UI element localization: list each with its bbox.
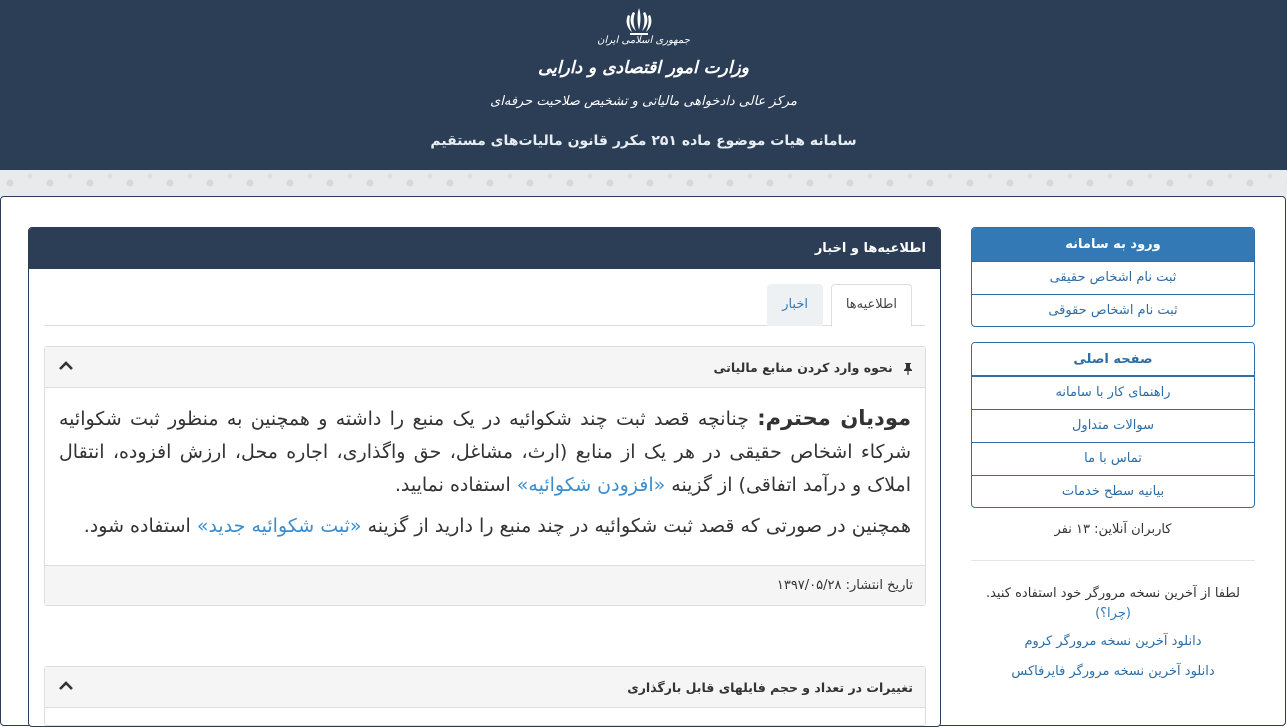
news-panel-title: اطلاعیه‌ها و اخبار — [29, 228, 940, 269]
decorative-pattern-strip — [0, 170, 1287, 197]
register-natural-person-link[interactable]: ثبت نام اشخاص حقیقی — [972, 261, 1254, 294]
guide-link[interactable]: راهنمای کار با سامانه — [972, 376, 1254, 409]
notice-text-1: چنانچه قصد ثبت چند شکوائیه در یک منبع را داشته و همچنین به منظور ثبت شکوائیه شرکاء اشخاص حقیقی در هر یک از منابع (ارث، مشاغل، حق واگذاری، اجاره محل، ارزش افزوده، انتقال املاک و درآمد اتفاقی) از گزینه — [59, 408, 911, 496]
republic-label: جمهوری اسلامی ایران — [597, 35, 690, 46]
pin-icon — [903, 363, 913, 375]
system-name: سامانه هیات موضوع ماده ۲۵۱ مکرر قانون مالیات‌های مستقیم — [430, 133, 857, 149]
browser-note — [971, 584, 1255, 624]
faq-link[interactable]: سوالات متداول — [972, 409, 1254, 442]
download-firefox-link[interactable]: دانلود آخرین نسخه مرورگر فایرفاکس — [1011, 664, 1215, 679]
iran-emblem-icon — [623, 6, 655, 36]
news-panel — [28, 227, 941, 727]
notice-card — [44, 346, 926, 606]
browser-note-text: لطفا از آخرین نسخه مرورگر خود استفاده کنید. — [985, 586, 1241, 601]
new-complaint-link[interactable]: «ثبت شکوائیه جدید» — [196, 515, 362, 537]
center-title: مرکز عالی دادخواهی مالیاتی و تشخیص صلاحیت حرفه‌ای — [490, 94, 797, 109]
contact-link[interactable]: تماس با ما — [972, 442, 1254, 475]
service-level-link[interactable]: بیانیه سطح خدمات — [972, 475, 1254, 508]
notice-header[interactable] — [45, 667, 925, 708]
notice-text-2: همچنین در صورتی که قصد ثبت شکوائیه در چند منبع را دارید از گزینه — [361, 515, 911, 537]
login-button[interactable]: ورود به سامانه — [972, 228, 1254, 261]
chevron-up-icon[interactable] — [59, 361, 73, 371]
notice-text-1-end: استفاده نمایید. — [394, 474, 517, 496]
home-link[interactable]: صفحه اصلی — [972, 343, 1254, 376]
notice-text-2-end: استفاده شود. — [83, 515, 197, 537]
publish-date-label: تاریخ انتشار: — [845, 578, 913, 593]
home-menu-box — [971, 342, 1255, 508]
notice-card — [44, 666, 926, 726]
news-tabs — [44, 284, 925, 326]
notice-title: نحوه وارد کردن منابع مالیاتی — [713, 360, 893, 375]
notice-salutation: مودیان محترم: — [757, 406, 911, 430]
notice-footer — [45, 565, 925, 605]
login-box — [971, 227, 1255, 327]
register-legal-person-link[interactable]: ثبت نام اشخاص حقوقی — [972, 294, 1254, 327]
add-complaint-link[interactable]: «افزودن شکوائیه» — [516, 474, 666, 496]
tab-announcements[interactable]: اطلاعیه‌ها — [831, 284, 912, 327]
site-header — [0, 0, 1287, 170]
chevron-up-icon[interactable] — [59, 681, 73, 691]
ministry-title: وزارت امور اقتصادی و دارایی — [538, 58, 749, 78]
notice-title: تغییرات در تعداد و حجم فایلهای قابل بارگذاری — [627, 680, 913, 695]
notice-body — [45, 388, 925, 543]
notice-header[interactable] — [45, 347, 925, 388]
why-link[interactable]: (چرا؟) — [1095, 606, 1131, 621]
download-chrome-link[interactable]: دانلود آخرین نسخه مرورگر کروم — [1024, 634, 1202, 649]
publish-date: ۱۳۹۷/۰۵/۲۸ — [776, 578, 842, 593]
online-users: کاربران آنلاین: ۱۳ نفر — [1054, 522, 1172, 537]
tab-news[interactable]: اخبار — [767, 284, 823, 326]
sidebar-divider — [971, 560, 1255, 561]
